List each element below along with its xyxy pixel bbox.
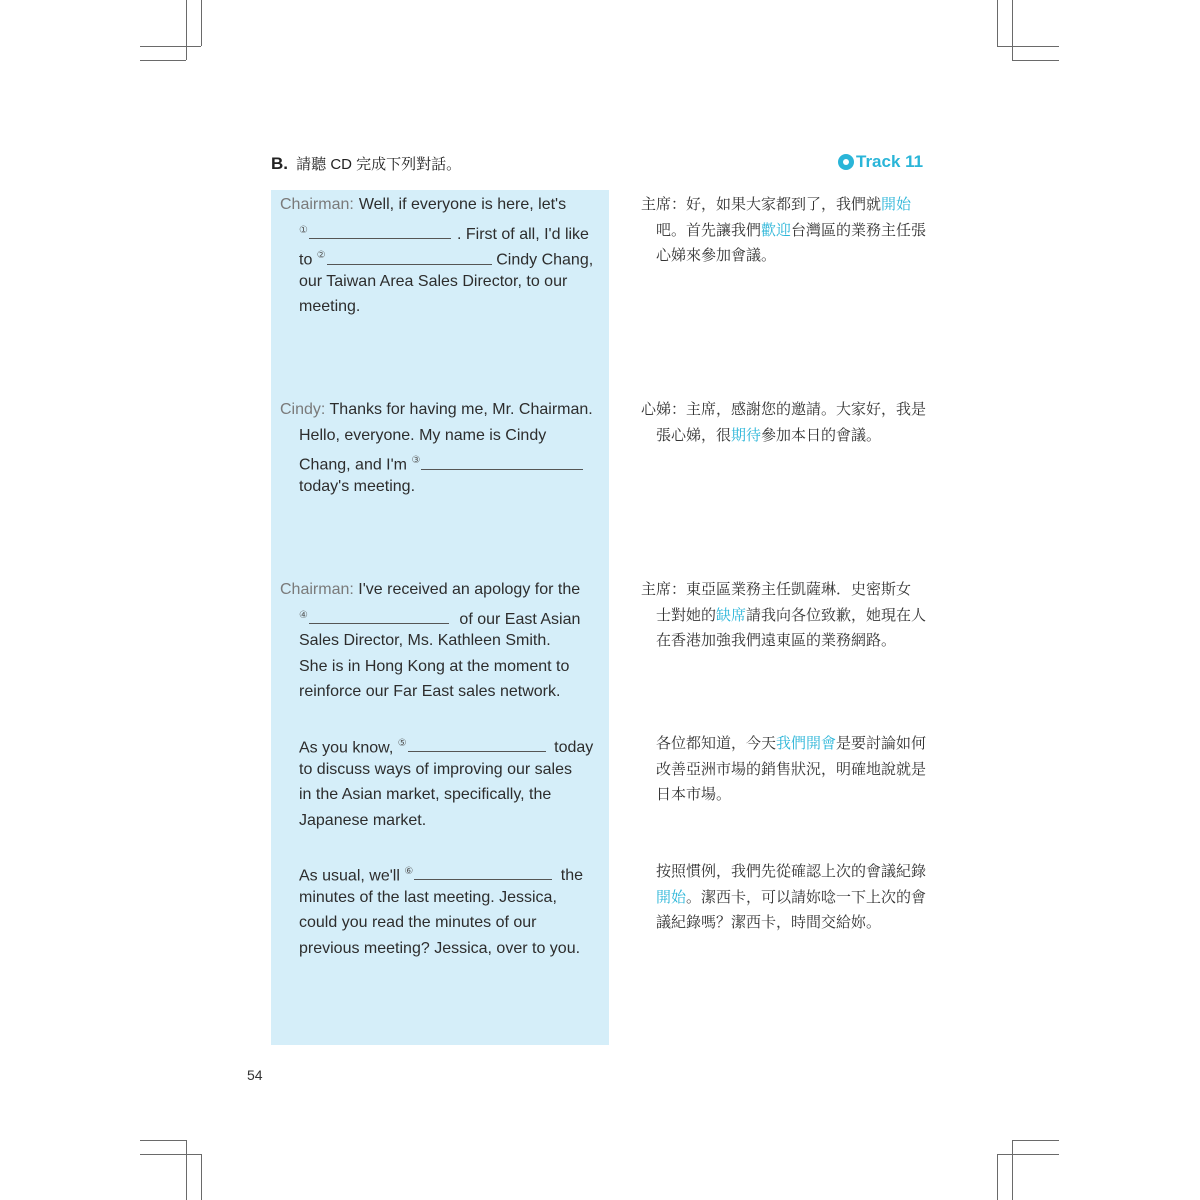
- chinese-text: 改善亞洲市場的銷售狀況，明確地說就是: [656, 759, 927, 778]
- dialogue-text: today: [554, 739, 594, 757]
- crop-mark: [140, 1154, 201, 1155]
- blank-number: ⑤: [397, 738, 407, 749]
- blank-number: ③: [411, 455, 421, 467]
- dialogue-block-chinese: [641, 731, 931, 808]
- dialogue-text: Well, if everyone is here, let's: [358, 196, 567, 213]
- dialogue-block-english: [280, 859, 600, 961]
- dialogue-block-chinese: [641, 859, 931, 936]
- crop-mark: [140, 60, 186, 61]
- audio-track-label: [838, 152, 923, 172]
- crop-mark: [997, 1154, 998, 1200]
- crop-mark: [997, 1154, 1059, 1155]
- crop-mark: [1012, 1140, 1059, 1141]
- speaker-label: Chairman:: [280, 581, 354, 598]
- dialogue-block-chinese: [641, 577, 931, 654]
- dialogue-text: reinforce our Far East sales network.: [299, 683, 561, 701]
- chinese-text: 各位都知道，今天: [656, 734, 777, 752]
- chinese-text: 在香港加強我們遠東區的業務網路。: [656, 631, 897, 650]
- blank-number: ①: [299, 224, 308, 236]
- dialogue-text: our Taiwan Area Sales Director, to our: [299, 272, 568, 290]
- crop-mark: [201, 0, 202, 46]
- chinese-text: 台灣區的業務主任張: [791, 220, 927, 239]
- chinese-text: 是要討論如何: [836, 734, 927, 752]
- crop-mark: [1012, 60, 1059, 61]
- section-heading: [271, 153, 461, 174]
- chinese-text: 士對她的: [656, 605, 717, 624]
- dialogue-text: Chang, and I'm: [299, 456, 408, 474]
- dialogue-text: As you know,: [299, 739, 394, 757]
- answer-blank-5[interactable]: [408, 735, 546, 752]
- highlighted-term: 開始: [881, 195, 912, 213]
- dialogue-text: Thanks for having me, Mr. Chairman.: [329, 401, 593, 418]
- crop-mark: [186, 0, 187, 60]
- dialogue-block-english: [280, 397, 600, 499]
- chinese-text: 日本市場。: [656, 785, 732, 804]
- chinese-text: 請我向各位致歉，她現在人: [746, 605, 927, 624]
- dialogue-block-chinese: [641, 192, 931, 269]
- chinese-text: 吧。首先讓我們: [656, 220, 762, 239]
- dialogue-text: meeting.: [299, 298, 361, 316]
- dialogue-text: the: [560, 867, 583, 885]
- page-number: 54: [247, 1067, 263, 1083]
- highlighted-term: 缺席: [716, 605, 747, 624]
- track-text: Track 11: [856, 152, 924, 171]
- crop-mark: [1012, 1140, 1013, 1200]
- blank-number: ②: [316, 250, 326, 262]
- highlighted-term: 期待: [731, 425, 762, 444]
- dialogue-text: Japanese market.: [299, 811, 427, 829]
- dialogue-text: I've received an apology for the: [358, 581, 581, 598]
- section-letter: B.: [271, 154, 288, 173]
- dialogue-text: to discuss ways of improving our sales: [299, 760, 572, 778]
- dialogue-text: previous meeting? Jessica, over to you.: [299, 939, 581, 957]
- crop-mark: [140, 46, 201, 47]
- speaker-label: Cindy:: [280, 401, 326, 418]
- answer-blank-4[interactable]: [309, 607, 449, 624]
- answer-blank-1[interactable]: [309, 222, 451, 239]
- crop-mark: [997, 0, 998, 46]
- dialogue-text: She is in Hong Kong at the moment to: [299, 657, 570, 675]
- chinese-text: 參加本日的會議。: [761, 425, 882, 444]
- dialogue-text: . First of all, I'd like: [456, 225, 589, 243]
- chinese-text: 張心娣，很: [656, 425, 732, 444]
- dialogue-text: in the Asian market, specifically, the: [299, 786, 552, 804]
- answer-blank-6[interactable]: [414, 863, 552, 880]
- chinese-text: 心娣來參加會議。: [656, 246, 777, 265]
- dialogue-text: of our East Asian: [459, 610, 581, 628]
- dialogue-text: Sales Director, Ms. Kathleen Smith.: [299, 632, 551, 650]
- answer-blank-3[interactable]: [421, 453, 583, 470]
- chinese-text: 。潔西卡，可以請妳唸一下上次的會: [686, 887, 927, 906]
- dialogue-text: As usual, we'll: [299, 867, 400, 885]
- blank-number: ④: [299, 609, 308, 621]
- crop-mark: [997, 46, 1059, 47]
- dialogue-text: could you read the minutes of our: [299, 914, 537, 932]
- dialogue-block-english: [280, 577, 600, 705]
- answer-blank-2[interactable]: [327, 248, 492, 265]
- dialogue-text: Cindy Chang,: [496, 251, 594, 269]
- highlighted-term: 我們開會: [776, 734, 837, 752]
- crop-mark: [201, 1154, 202, 1200]
- chinese-text: 議紀錄嗎？潔西卡，時間交給妳。: [656, 913, 882, 932]
- chinese-text: 心娣：主席，感謝您的邀請。大家好，我是: [641, 400, 927, 418]
- cd-icon: [838, 154, 854, 170]
- highlighted-term: 開始: [656, 887, 687, 906]
- section-instruction: 請聽 CD 完成下列對話。: [296, 156, 462, 173]
- dialogue-text: Hello, everyone. My name is Cindy: [299, 426, 547, 444]
- dialogue-block-english: [280, 192, 600, 320]
- highlighted-term: 歡迎: [761, 220, 792, 239]
- chinese-text: 主席：東亞區業務主任凱薩琳．史密斯女: [641, 580, 912, 598]
- dialogue-text: minutes of the last meeting. Jessica,: [299, 888, 557, 906]
- dialogue-block-chinese: [641, 397, 931, 448]
- dialogue-text: today's meeting.: [299, 477, 416, 495]
- chinese-text: 按照慣例，我們先從確認上次的會議紀錄: [656, 862, 927, 880]
- speaker-label: Chairman:: [280, 196, 354, 213]
- crop-mark: [1012, 0, 1013, 60]
- dialogue-block-english: [280, 731, 600, 833]
- crop-mark: [186, 1140, 187, 1200]
- crop-mark: [140, 1140, 186, 1141]
- blank-number: ⑥: [404, 866, 414, 877]
- chinese-text: 主席：好，如果大家都到了，我們就: [641, 195, 882, 213]
- dialogue-text: to: [299, 251, 313, 269]
